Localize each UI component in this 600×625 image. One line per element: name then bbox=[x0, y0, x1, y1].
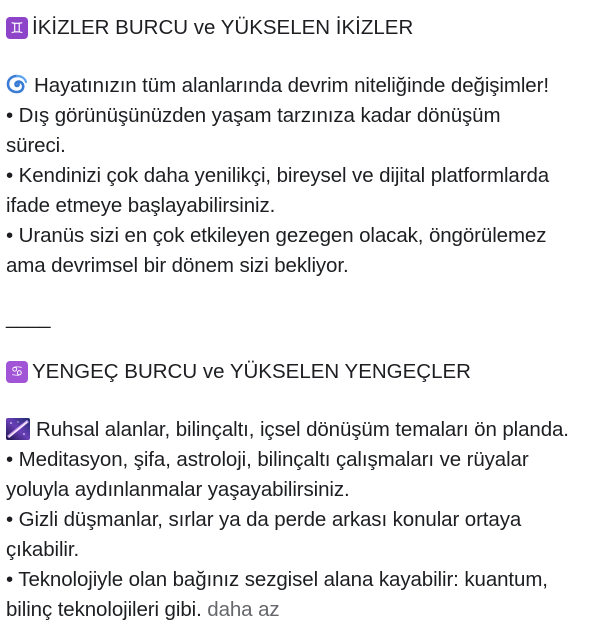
gemini-intro bbox=[6, 71, 594, 101]
cancer-heading bbox=[6, 357, 594, 387]
cancer-intro bbox=[6, 415, 594, 445]
gemini-heading bbox=[6, 13, 594, 43]
gemini-emoji-icon: ♊ bbox=[6, 17, 28, 39]
cancer-bullet-2-line-2: çıkabilir. bbox=[6, 538, 80, 561]
gemini-bullet-1-line-2: süreci. bbox=[6, 134, 66, 157]
cancer-bullet-3-line-1: • Teknolojiyle olan bağınız sezgisel alana kayabilir: kuantum, bbox=[6, 568, 548, 591]
cancer-bullet-2-line-1: • Gizli düşmanlar, sırlar ya da perde arkası konular ortaya bbox=[6, 508, 522, 531]
gemini-intro-text: Hayatınızın tüm alanlarında devrim niteliğinde değişimler! bbox=[34, 74, 549, 97]
cancer-intro-text: Ruhsal alanlar, bilinçaltı, içsel dönüşüm temaları ön planda. bbox=[36, 418, 569, 441]
cyclone-emoji-icon bbox=[6, 74, 28, 96]
cancer-title: YENGEÇ BURCU ve YÜKSELEN YENGEÇLER bbox=[32, 360, 471, 383]
gemini-bullet-2-line-2: ifade etmeye başlayabilirsiniz. bbox=[6, 194, 276, 217]
cancer-bullet-1-line-2: yoluyla aydınlanmalar yaşayabilirsiniz. bbox=[6, 478, 350, 501]
gemini-bullet-3-line-1: • Uranüs sizi en çok etkileyen gezegen olacak, öngörülemez bbox=[6, 224, 547, 247]
cancer-bullet-3-line-2-text: bilinç teknolojileri gibi. bbox=[6, 598, 202, 621]
gemini-bullet-3-line-2: ama devrimsel bir dönem sizi bekliyor. bbox=[6, 254, 349, 277]
cancer-bullet-3-line-2 bbox=[6, 595, 594, 625]
gemini-bullet-2-line-1: • Kendinizi çok daha yenilikçi, bireysel ve dijital platformlarda bbox=[6, 164, 550, 187]
see-less-link[interactable]: daha az bbox=[207, 598, 280, 621]
gemini-bullet-1-line-1: • Dış görünüşünüzden yaşam tarzınıza kadar dönüşüm bbox=[6, 104, 501, 127]
milky-way-emoji-icon bbox=[6, 418, 30, 440]
cancer-bullet-1-line-1: • Meditasyon, şifa, astroloji, bilinçaltı çalışmaları ve rüyalar bbox=[6, 448, 529, 471]
section-divider: ____ bbox=[6, 307, 51, 329]
gemini-title: İKİZLER BURCU ve YÜKSELEN İKİZLER bbox=[32, 16, 414, 39]
cancer-emoji-icon: ♋ bbox=[6, 361, 28, 383]
